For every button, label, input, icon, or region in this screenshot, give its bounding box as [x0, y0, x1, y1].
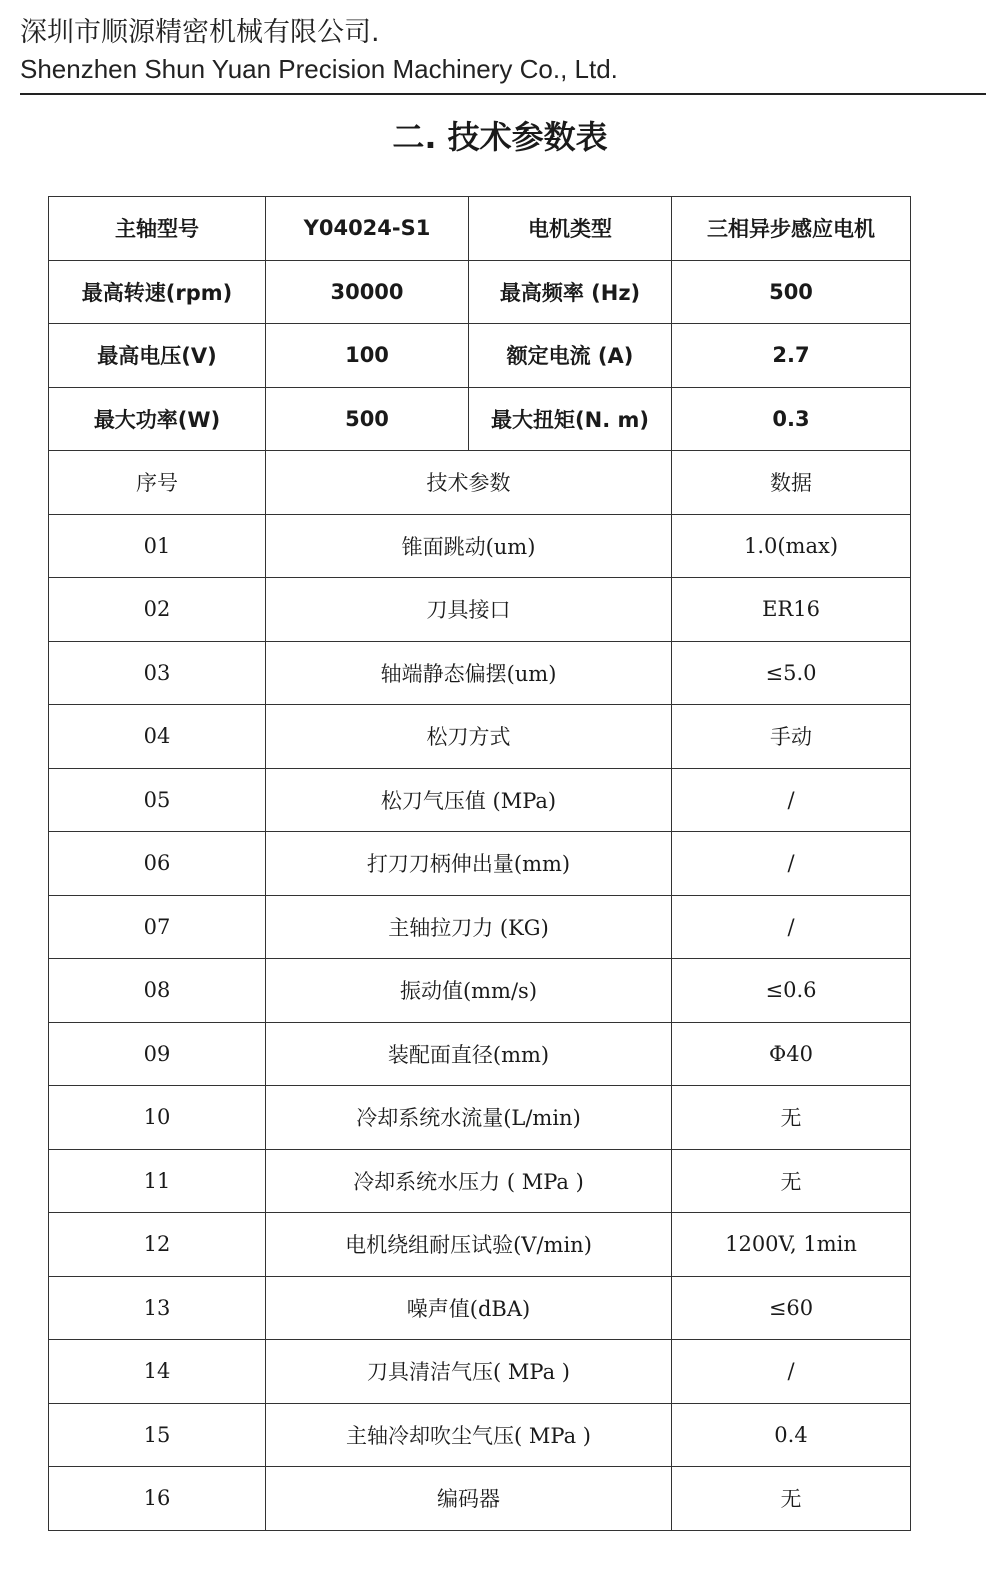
param-name: 松刀气压值 (MPa)	[266, 768, 672, 832]
param-value: /	[672, 895, 911, 959]
param-no: 07	[49, 895, 266, 959]
spec-value: 三相异步感应电机	[672, 197, 911, 261]
param-no: 03	[49, 641, 266, 705]
param-no: 09	[49, 1022, 266, 1086]
table-row	[49, 1149, 911, 1213]
param-name: 松刀方式	[266, 705, 672, 769]
spec-row	[49, 324, 911, 388]
param-no: 13	[49, 1276, 266, 1340]
table-row	[49, 832, 911, 896]
param-name: 冷却系统水压力 ( MPa )	[266, 1149, 672, 1213]
spec-label: 最高频率 (Hz)	[469, 260, 672, 324]
param-no: 10	[49, 1086, 266, 1150]
table-row	[49, 959, 911, 1023]
table-row	[49, 578, 911, 642]
param-no: 11	[49, 1149, 266, 1213]
spec-value: 100	[266, 324, 469, 388]
spec-label: 最大扭矩(N. m)	[469, 387, 672, 451]
param-name: 刀具清洁气压( MPa )	[266, 1340, 672, 1404]
spec-table	[48, 196, 911, 1531]
header-value: 数据	[672, 451, 911, 515]
param-name: 振动值(mm/s)	[266, 959, 672, 1023]
company-name-en: Shenzhen Shun Yuan Precision Machinery Co., Ltd.	[20, 54, 618, 84]
param-name: 冷却系统水流量(L/min)	[266, 1086, 672, 1150]
table-row	[49, 641, 911, 705]
spec-row	[49, 260, 911, 324]
spec-value: 0.3	[672, 387, 911, 451]
table-row	[49, 1086, 911, 1150]
param-name: 噪声值(dBA)	[266, 1276, 672, 1340]
param-value: /	[672, 832, 911, 896]
spec-label: 最大功率(W)	[49, 387, 266, 451]
param-no: 02	[49, 578, 266, 642]
table-row	[49, 514, 911, 578]
param-value: ≤0.6	[672, 959, 911, 1023]
table-row	[49, 895, 911, 959]
param-value: Φ40	[672, 1022, 911, 1086]
spec-label: 主轴型号	[49, 197, 266, 261]
param-no: 15	[49, 1403, 266, 1467]
param-value: ≤60	[672, 1276, 911, 1340]
param-value: 1200V, 1min	[672, 1213, 911, 1277]
spec-value: 500	[672, 260, 911, 324]
table-row	[49, 1022, 911, 1086]
param-name: 刀具接口	[266, 578, 672, 642]
spec-table-body	[49, 197, 911, 1531]
param-no: 08	[49, 959, 266, 1023]
table-row	[49, 1340, 911, 1404]
spec-value: 2.7	[672, 324, 911, 388]
param-name: 装配面直径(mm)	[266, 1022, 672, 1086]
param-value: /	[672, 768, 911, 832]
header-param: 技术参数	[266, 451, 672, 515]
param-name: 轴端静态偏摆(um)	[266, 641, 672, 705]
spec-row	[49, 197, 911, 261]
param-value: ≤5.0	[672, 641, 911, 705]
table-row	[49, 1403, 911, 1467]
param-header-row	[49, 451, 911, 515]
table-row	[49, 768, 911, 832]
param-value: 无	[672, 1467, 911, 1531]
param-name: 锥面跳动(um)	[266, 514, 672, 578]
param-value: 1.0(max)	[672, 514, 911, 578]
table-row	[49, 705, 911, 769]
spec-label: 电机类型	[469, 197, 672, 261]
param-value: 无	[672, 1149, 911, 1213]
table-row	[49, 1276, 911, 1340]
spec-label: 最高转速(rpm)	[49, 260, 266, 324]
param-no: 05	[49, 768, 266, 832]
param-no: 12	[49, 1213, 266, 1277]
spec-row	[49, 387, 911, 451]
param-no: 01	[49, 514, 266, 578]
param-no: 06	[49, 832, 266, 896]
param-name: 电机绕组耐压试验(V/min)	[266, 1213, 672, 1277]
param-name: 主轴拉刀力 (KG)	[266, 895, 672, 959]
company-name-cn: 深圳市顺源精密机械有限公司.	[20, 17, 380, 48]
param-value: ER16	[672, 578, 911, 642]
spec-value: 500	[266, 387, 469, 451]
param-no: 16	[49, 1467, 266, 1531]
spec-value: 30000	[266, 260, 469, 324]
param-value: /	[672, 1340, 911, 1404]
param-name: 主轴冷却吹尘气压( MPa )	[266, 1403, 672, 1467]
param-no: 14	[49, 1340, 266, 1404]
header-divider	[20, 93, 986, 95]
spec-value: Y04024-S1	[266, 197, 469, 261]
param-value: 无	[672, 1086, 911, 1150]
param-value: 0.4	[672, 1403, 911, 1467]
spec-label: 最高电压(V)	[49, 324, 266, 388]
spec-label: 额定电流 (A)	[469, 324, 672, 388]
param-name: 打刀刀柄伸出量(mm)	[266, 832, 672, 896]
param-name: 编码器	[266, 1467, 672, 1531]
header-no: 序号	[49, 451, 266, 515]
page-title: 二. 技术参数表	[392, 118, 608, 156]
table-row	[49, 1213, 911, 1277]
param-no: 04	[49, 705, 266, 769]
table-row	[49, 1467, 911, 1531]
param-value: 手动	[672, 705, 911, 769]
